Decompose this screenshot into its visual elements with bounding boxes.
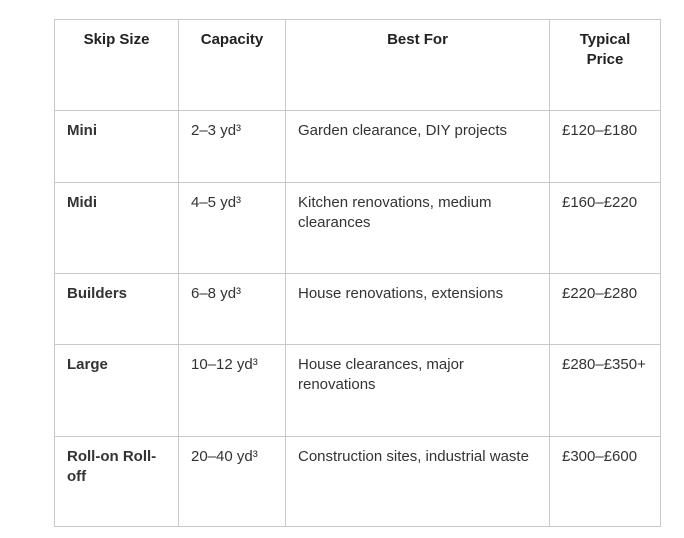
cell-capacity: 6–8 yd³ <box>179 274 286 345</box>
cell-skip-size: Roll-on Roll-off <box>55 437 179 527</box>
cell-best-for: House renovations, extensions <box>286 274 550 345</box>
table-row <box>55 274 661 345</box>
table-header-row <box>55 20 661 111</box>
header-capacity: Capacity <box>179 20 286 111</box>
cell-price: £280–£350+ <box>550 345 661 437</box>
cell-price: £160–£220 <box>550 183 661 274</box>
cell-skip-size: Builders <box>55 274 179 345</box>
cell-capacity: 20–40 yd³ <box>179 437 286 527</box>
cell-best-for: House clearances, major renovations <box>286 345 550 437</box>
cell-price: £300–£600 <box>550 437 661 527</box>
table-row <box>55 345 661 437</box>
cell-best-for: Garden clearance, DIY projects <box>286 111 550 183</box>
cell-price: £220–£280 <box>550 274 661 345</box>
header-typical-price: Typical Price <box>550 20 661 111</box>
cell-best-for: Construction sites, industrial waste <box>286 437 550 527</box>
cell-capacity: 10–12 yd³ <box>179 345 286 437</box>
cell-skip-size: Midi <box>55 183 179 274</box>
cell-skip-size: Large <box>55 345 179 437</box>
table-row <box>55 183 661 274</box>
cell-price: £120–£180 <box>550 111 661 183</box>
cell-capacity: 4–5 yd³ <box>179 183 286 274</box>
table-row <box>55 437 661 527</box>
header-skip-size: Skip Size <box>55 20 179 111</box>
header-best-for: Best For <box>286 20 550 111</box>
cell-best-for: Kitchen renovations, medium clearances <box>286 183 550 274</box>
cell-skip-size: Mini <box>55 111 179 183</box>
skip-size-table <box>54 19 661 527</box>
cell-capacity: 2–3 yd³ <box>179 111 286 183</box>
table-row <box>55 111 661 183</box>
